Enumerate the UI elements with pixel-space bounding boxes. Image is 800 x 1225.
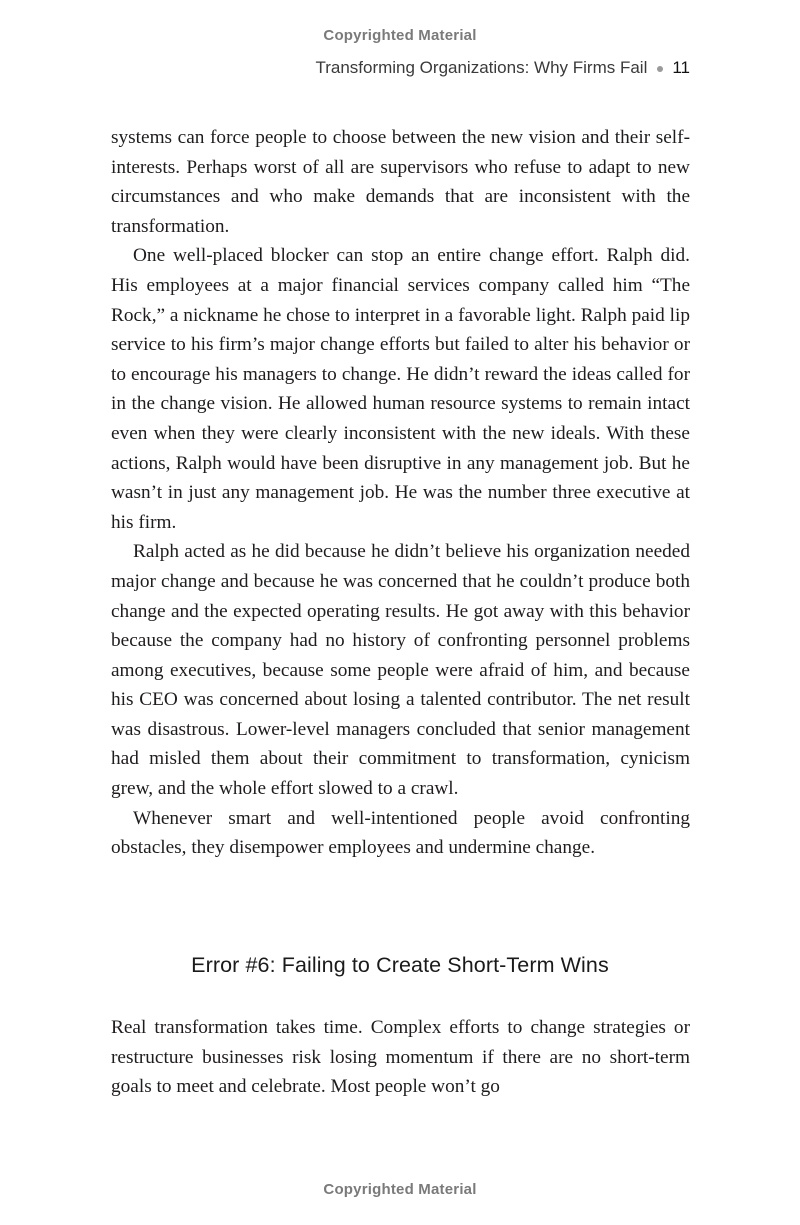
bullet-separator [657,66,663,72]
running-title: Transforming Organizations: Why Firms Fail [315,58,648,77]
copyright-watermark-bottom: Copyrighted Material [323,1181,477,1198]
paragraph: Whenever smart and well-intentioned people avoid confronting obstacles, they disempower employees and undermine change. [111,807,690,859]
paragraph: One well-placed blocker can stop an entire change effort. Ralph did. His employees at a major financial services company called him “The Rock,” a nickname he chose to interpret in a favorable light. Ralph paid lip service to his firm’s major change efforts but failed to alter his behavior or to encourage his managers to change. He didn’t reward the ideas called for in the change vision. He allowed human resource systems to remain intact even when they were clearly inconsistent with the new ideals. With these actions, Ralph would have been disruptive in any management job. But he wasn’t in just any management job. He was the number three executive at his firm. [111,245,690,533]
body-text-lower [111,1013,690,1102]
copyright-watermark-top: Copyrighted Material [323,27,477,44]
page-number: 11 [672,58,690,77]
paragraph: systems can force people to choose between the new vision and their self-interests. Perhaps worst of all are supervisors who refuse to adapt to new circumstances and who make demands that are inconsistent with the transformation. [111,127,690,237]
section-heading: Error #6: Failing to Create Short-Term Wins [191,953,609,977]
paragraph: Ralph acted as he did because he didn’t believe his organization needed major change and because he was concerned that he couldn’t produce both change and the expected operating results. He got away with this behavior because the company had no history of confronting personnel problems among executives, because some people were afraid of him, and because his CEO was concerned about losing a talented contributor. The net result was disastrous. Lower-level managers concluded that senior management had misled them about their commitment to transformation, cynicism grew, and the whole effort slowed to a crawl. [111,541,690,800]
body-text-upper [111,123,690,863]
running-header [315,58,690,78]
paragraph: Real transformation takes time. Complex efforts to change strategies or restructure businesses risk losing momentum if there are no short-term goals to meet and celebrate. Most people won’t go [111,1017,690,1098]
